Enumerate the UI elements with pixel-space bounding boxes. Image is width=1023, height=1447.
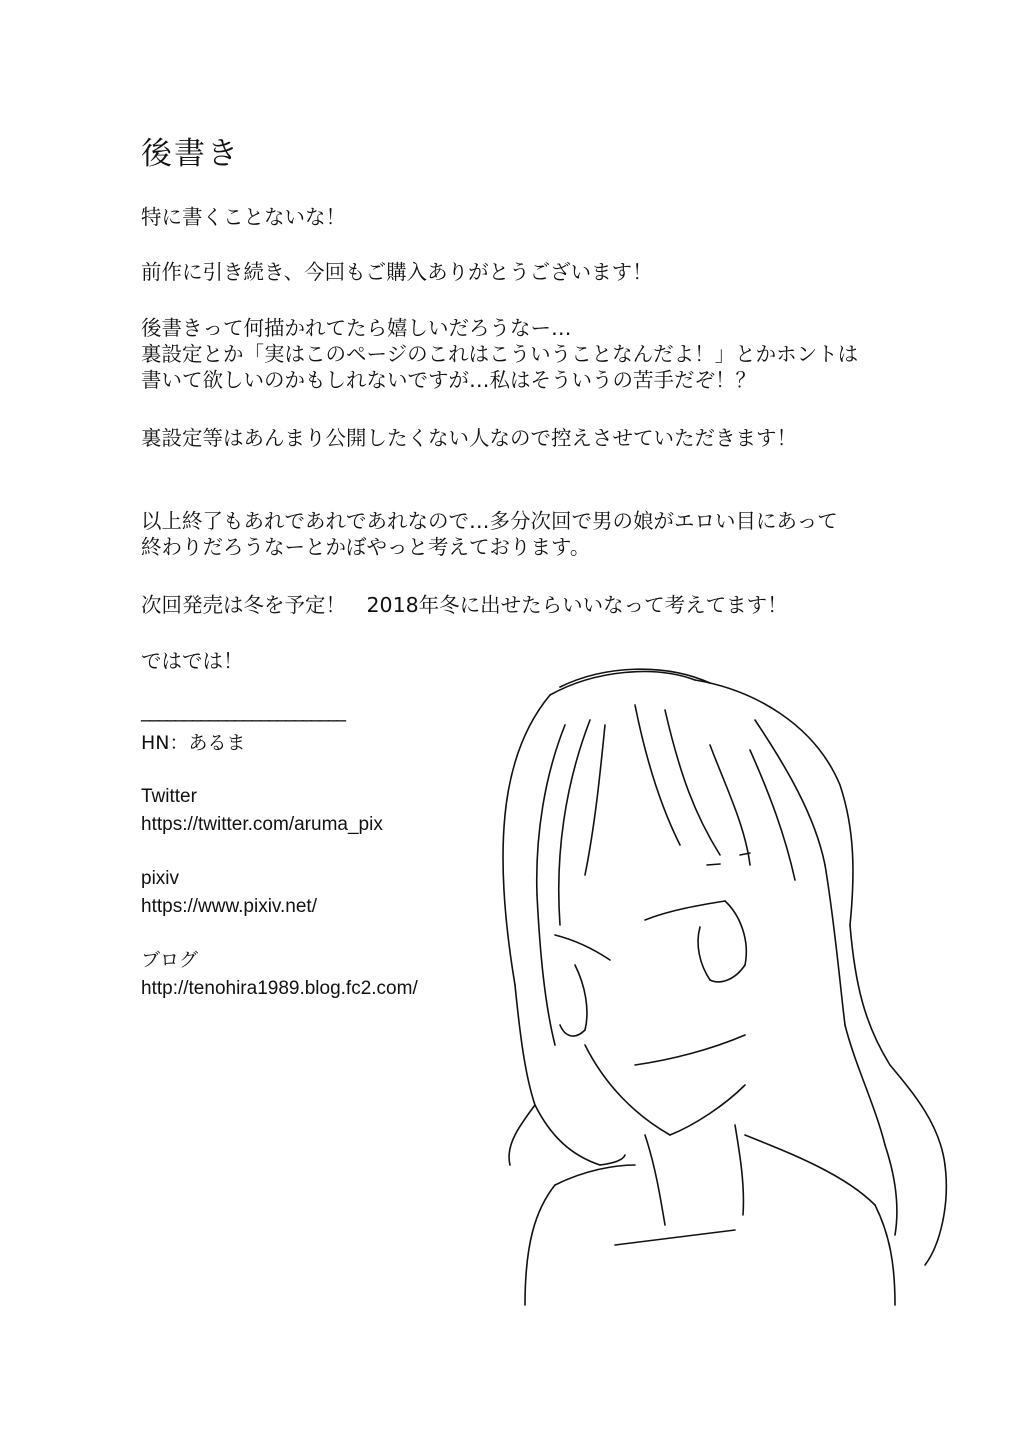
afterword-paragraph-7 (141, 648, 244, 674)
paragraph-line: 書いて欲しいのかもしれないですが…私はそういうの苦手だぞ！？ (141, 368, 756, 392)
pixiv-label: pixiv (141, 868, 180, 889)
paragraph-line: 裏設定とか「実はこのページのこれはこういうことなんだよ！」とかホントは (141, 342, 859, 366)
blog-label: ブログ (141, 949, 199, 971)
paragraph-line: 特に書くことないな！ (141, 205, 346, 229)
afterword-paragraph-5 (141, 508, 838, 560)
girl-sketch-illustration (495, 665, 970, 1315)
paragraph-line: 前作に引き続き、今回もご購入ありがとうございます！ (141, 260, 653, 284)
twitter-url-link[interactable]: https://twitter.com/aruma_pix (141, 814, 383, 835)
twitter-label: Twitter (141, 786, 197, 807)
author-handle: HN：あるま (141, 732, 246, 754)
afterword-paragraph-4 (141, 425, 797, 451)
afterword-title: 後書き (141, 136, 240, 172)
paragraph-line: 以上終了もあれであれであれなので…多分次回で男の娘がエロい目にあって (141, 509, 838, 533)
paragraph-line: 裏設定等はあんまり公開したくない人なので控えさせていただきます！ (141, 426, 797, 450)
afterword-paragraph-6 (141, 592, 788, 618)
afterword-paragraph-1 (141, 204, 346, 230)
divider-line: ________________________ (141, 700, 345, 722)
paragraph-line: 次回発売は冬を予定！ 2018年冬に出せたらいいなって考えてます！ (141, 593, 788, 617)
blog-url-link[interactable]: http://tenohira1989.blog.fc2.com/ (141, 978, 418, 999)
pixiv-url-link[interactable]: https://www.pixiv.net/ (141, 896, 317, 917)
paragraph-line: 終わりだろうなーとかぼやっと考えております。 (141, 535, 591, 559)
afterword-paragraph-2 (141, 259, 653, 285)
paragraph-line: 後書きって何描かれてたら嬉しいだろうなー… (141, 316, 572, 340)
paragraph-line: ではでは！ (141, 649, 244, 673)
afterword-paragraph-3 (141, 315, 858, 393)
